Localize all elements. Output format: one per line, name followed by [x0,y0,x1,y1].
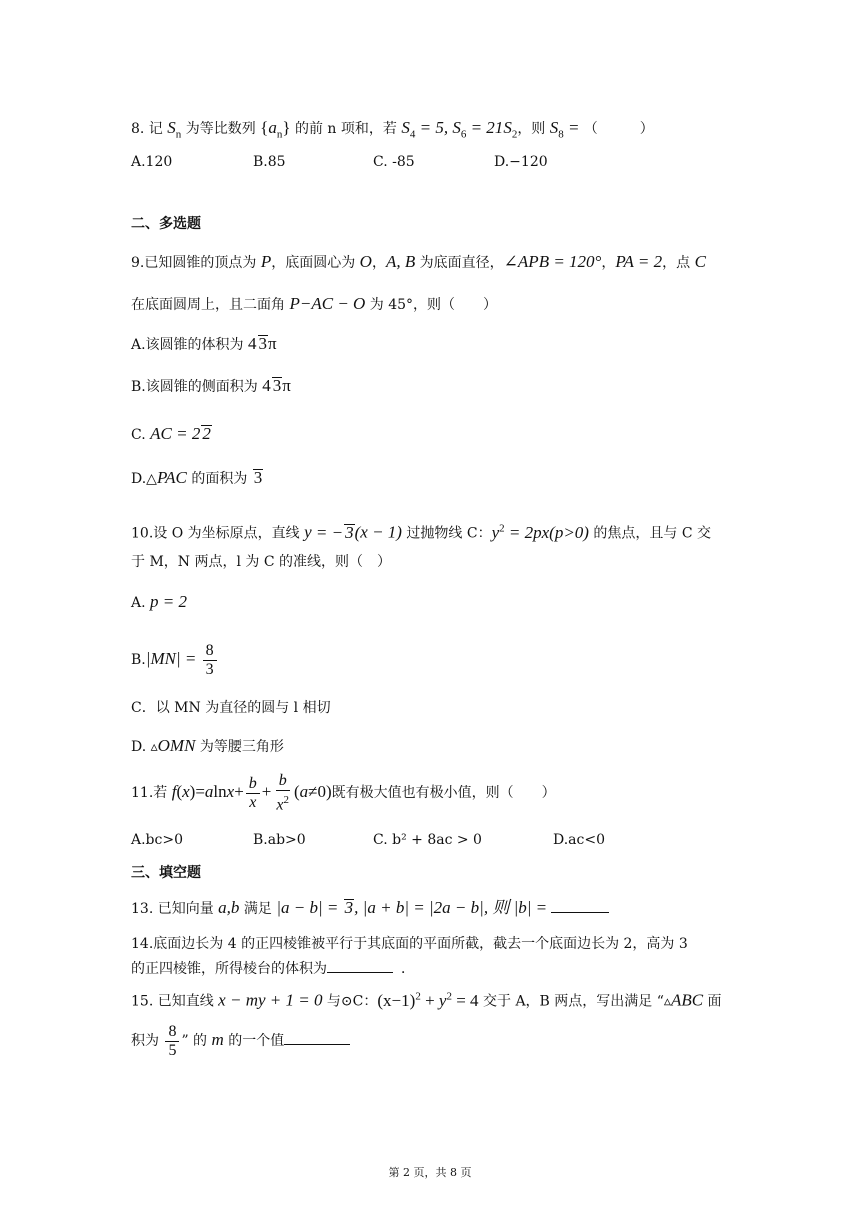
q9-option-a [131,334,277,355]
q9-option-b-math: 4 3π [262,376,291,395]
q9-math-C: C [694,252,706,271]
q10-option-c: C．以 MN 为直径的圆与 l 相切 [131,700,331,716]
q9-option-c [131,424,212,445]
q11-fraction-1: $\frac{b}{x}$ [246,775,260,812]
q10-option-d [131,736,284,757]
q9-text-4: 为底面直径， [415,255,504,271]
q10-option-d-text-1: D. ▵ [131,739,158,755]
q9-math-P: P [260,252,272,271]
q8-option-c: C. -85 [373,154,415,170]
q10-math-parabola: $y^2 = 2px(p>0)$ [491,522,589,542]
question-11: 11.若 f(x)=alnx+ $\frac{b}{x}$ + $\frac{b}{x^2}$ (a≠0)既有极大值也有极小值，则（ ） [131,772,556,814]
q10-option-a [131,592,187,613]
q8-text-1: 8. 记 [131,121,168,137]
question-13 [131,898,609,919]
q13-text-2: 满足 [239,901,277,917]
q15-math-m: m [211,1030,224,1049]
q10-math-line: y = − 3(x − 1) [304,522,402,542]
q10-option-b-math: |MN| = [145,649,201,668]
q10-option-a-math: p = 2 [150,592,187,611]
q9-option-d [131,468,263,489]
q11-text-1: 11.若 [131,785,172,802]
question-15-line-1 [131,986,722,1012]
q13-answer-blank[interactable] [551,898,609,913]
q15-text-5: 积为 [131,1033,164,1049]
q8-math-an: $\{a_n\}$ [260,118,291,141]
q11-text-2: 既有极大值也有极小值，则（ ） [331,785,556,802]
q15-answer-blank[interactable] [284,1030,350,1045]
q11-fraction-2: $\frac{b}{x^2}$ [276,772,289,814]
q8-option-a: A.120 [131,154,173,170]
q8-math-S8: $S_8$ = [549,118,584,141]
section-heading-multiple-choice: 二、多选题 [131,216,201,232]
q11-option-a: A.bc>0 [131,832,184,848]
q15-math-line: x − my + 1 = 0 [218,990,323,1010]
q15-text-1: 15. 已知直线 [131,993,219,1010]
q9-option-b [131,376,291,397]
question-10-line-1 [131,518,711,544]
q10-option-b-fraction: $\frac{8}{3}$ [203,642,217,679]
q8-option-d: D.−120 [494,154,548,170]
q13-text-1: 13. 已知向量 [131,901,219,917]
q10-option-a-text: A. [131,595,151,611]
question-9-line-2 [131,294,497,315]
page-footer: 第 2 页，共 8 页 [388,1166,472,1179]
q9-option-d-text-1: D.△ [131,471,157,487]
q9-math-O: O [359,252,372,271]
question-9-line-1 [131,252,706,273]
q10-option-b [131,636,219,683]
q9-option-c-text: C. [131,427,151,443]
q11-option-c: C. b² + 8ac > 0 [373,832,482,848]
q13-math-ab: a,b [218,898,240,917]
q13-math-condition: |a − b| = 3, |a + b| = |2a − b|, 则 |b| = [276,898,552,917]
q9-option-a-text: A.该圆锥的体积为 [131,337,249,353]
q15-text-6: ” 的 [181,1033,212,1049]
q15-text-4: 面 [703,993,722,1010]
q9-math-angle: ∠APB = 120° [503,252,602,271]
question-14-line-1: 14.底面边长为 4 的正四棱锥被平行于其底面的平面所截，截去一个底面边长为 2，高为 3 [131,936,688,952]
q8-option-b: B.85 [253,154,286,170]
question-14-line-2 [131,958,415,979]
q8-text-2: 为等比数列 [181,121,261,137]
q14-answer-blank[interactable] [327,958,393,973]
q10-text-3: 的焦点，且与 C 交 [588,525,712,542]
q9-math-PA: PA = 2 [615,252,663,271]
q11-option-d: D.ac<0 [553,832,606,848]
q11-math-condition: (a≠0) [294,782,332,802]
q9-option-d-text-2: 的面积为 [186,471,252,487]
question-8 [131,118,654,144]
q15-text-2: 与⊙C： [322,993,378,1010]
q9-text-6: ，点 [662,255,695,271]
q15-text-3: 交于 A，B 两点，写出满足 “▵ [478,993,671,1010]
question-10-line-2: 于 M，N 两点，l 为 C 的准线，则（ ） [131,554,392,570]
q14-text-end: ． [401,961,415,977]
q15-math-circle: $(x-1)^2 + y^2 = 4$ [377,990,479,1010]
q9-text-3: ， [371,255,386,271]
q8-math-condition: $S_4 = 5$, $S_6 = 21S_2$ [401,118,518,141]
q8-text-5: （ ） [583,121,654,137]
q8-text-3: 的前 n 项和，若 [290,121,402,137]
question-15-line-2 [131,1020,350,1061]
q9-text-7: 在底面圆周上，且二面角 [131,297,290,313]
q15-math-ABC: ABC [670,990,704,1010]
q9-option-a-math: 4 3π [248,334,277,353]
section-heading-fill-in: 三、填空题 [131,865,201,881]
q8-text-4: ，则 [517,121,550,137]
q11-option-b: B.ab>0 [253,832,306,848]
q10-text-2: 过抛物线 C： [401,525,492,542]
q14-text: 的正四棱锥，所得棱台的体积为 [131,961,327,977]
q8-math-Sn: $S_n$ [167,118,182,141]
q10-option-d-text-2: 为等腰三角形 [195,739,284,755]
q10-text-1: 10.设 O 为坐标原点，直线 [131,525,305,542]
q11-math-fx: f(x)=alnx+ [171,782,244,802]
q9-text-1: 9.已知圆锥的顶点为 [131,255,261,271]
q9-option-b-text: B.该圆锥的侧面积为 [131,379,263,395]
q9-text-2: ，底面圆心为 [271,255,360,271]
q9-option-c-math: AC = 2 2 [150,424,211,443]
q10-option-b-text: B. [131,652,146,668]
q9-math-AB: A, B [385,252,416,271]
q9-text-8: 为 45°，则（ ） [365,297,498,313]
q15-fraction: $\frac{8}{5}$ [165,1023,179,1060]
q9-text-5: ， [601,255,616,271]
q9-option-d-math-root3: 3 [253,468,263,487]
q10-option-d-math: OMN [157,736,196,755]
q9-option-d-math-PAC: PAC [156,468,187,487]
q9-math-dihedral: P−AC − O [289,294,366,313]
q15-text-7: 的一个值 [223,1033,285,1049]
